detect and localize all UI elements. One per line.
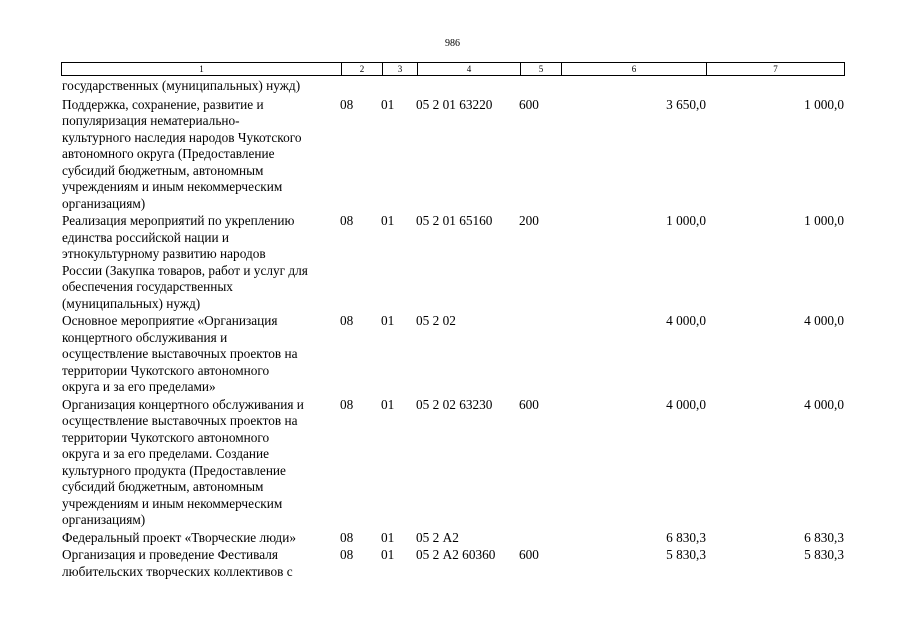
description-line: организациям): [62, 512, 146, 527]
subsection-code: 01: [381, 396, 395, 412]
section-code: 08: [340, 213, 354, 228]
target-article-code: 05 2 01 65160: [416, 213, 493, 228]
description-line: концертного обслуживания и: [62, 329, 228, 345]
expense-type-code: 600: [519, 96, 539, 112]
amount-col-7: 6 830,3: [804, 529, 844, 545]
target-article-code: 05 2 01 63220: [416, 96, 493, 112]
description-line: организациям): [62, 195, 146, 211]
row-description: [62, 530, 340, 547]
description-line: субсидий бюджетным, автономным: [62, 479, 264, 494]
amount-col-7: 1 000,0: [804, 213, 844, 228]
description-line: культурного наследия народов Чукотского: [62, 129, 302, 145]
description-line: Организация и проведение Фестиваля: [62, 547, 279, 562]
subsection-code: 01: [381, 529, 395, 545]
amount-col-6: 6 830,3: [666, 529, 706, 545]
description-line: учреждениям и иным некоммерческим: [62, 495, 283, 511]
page-number: 986: [445, 38, 460, 49]
row-description: государственных (муниципальных) нужд): [62, 78, 301, 93]
subsection-code: 01: [381, 213, 395, 228]
row-description: [62, 213, 340, 312]
row-description: [62, 97, 340, 213]
amount-col-6: 1 000,0: [666, 213, 706, 228]
description-line: субсидий бюджетным, автономным: [62, 162, 264, 178]
subsection-code: 01: [381, 96, 395, 112]
description-line: Поддержка, сохранение, развитие и: [62, 96, 264, 112]
section-code: 08: [340, 396, 354, 412]
amount-col-6: 4 000,0: [666, 313, 706, 328]
amount-col-7: 4 000,0: [804, 396, 844, 412]
description-line: территории Чукотского автономного: [62, 429, 270, 445]
amount-col-7: 5 830,3: [804, 547, 844, 562]
amount-col-7: 1 000,0: [804, 96, 844, 112]
description-line: автономного округа (Предоставление: [62, 146, 275, 161]
target-article-code: 05 2 02 63230: [416, 396, 493, 412]
row-description: [62, 313, 340, 396]
description-line: учреждениям и иным некоммерческим: [62, 179, 283, 194]
subsection-code: 01: [381, 313, 395, 328]
expense-type-code: 600: [519, 396, 539, 412]
description-line: обеспечения государственных: [62, 279, 233, 294]
section-code: 08: [340, 529, 354, 545]
description-line: этнокультурному развитию народов: [62, 246, 266, 261]
target-article-code: 05 2 А2 60360: [416, 547, 496, 562]
target-article-code: 05 2 02: [416, 313, 456, 328]
section-code: 08: [340, 96, 354, 112]
section-code: 08: [340, 547, 354, 562]
header-col-3: 3: [382, 63, 417, 75]
description-line: Федеральный проект «Творческие люди»: [62, 529, 296, 545]
section-code: 08: [340, 313, 354, 328]
description-line: территории Чукотского автономного: [62, 362, 270, 378]
header-col-7: 7: [706, 63, 844, 75]
table-header: [61, 62, 845, 76]
header-col-4: 4: [417, 63, 520, 75]
amount-col-6: 5 830,3: [666, 547, 706, 562]
description-line: Реализация мероприятий по укреплению: [62, 213, 295, 228]
row-description: [62, 547, 340, 580]
header-col-2: 2: [341, 63, 382, 75]
description-line: Основное мероприятие «Организация: [62, 313, 278, 328]
description-line: любительских творческих коллективов с: [62, 563, 293, 579]
subsection-code: 01: [381, 547, 395, 562]
description-line: осуществление выставочных проектов на: [62, 413, 298, 428]
amount-col-7: 4 000,0: [804, 313, 844, 328]
header-col-1: 1: [199, 64, 204, 74]
description-line: популяризация нематериально-: [62, 113, 240, 128]
expense-type-code: 200: [519, 213, 539, 228]
target-article-code: 05 2 А2: [416, 529, 459, 545]
description-line: России (Закупка товаров, работ и услуг для: [62, 262, 308, 278]
header-col-6: 6: [561, 63, 706, 75]
description-line: единства российской нации и: [62, 229, 230, 245]
amount-col-6: 4 000,0: [666, 396, 706, 412]
row-description: [62, 397, 340, 529]
description-line: округа и за его пределами»: [62, 379, 216, 394]
header-col-5: 5: [520, 63, 561, 75]
amount-col-6: 3 650,0: [666, 96, 706, 112]
description-line: округа и за его пределами. Создание: [62, 446, 270, 461]
description-line: культурного продукта (Предоставление: [62, 462, 286, 478]
expense-type-code: 600: [519, 547, 539, 562]
description-line: Организация концертного обслуживания и: [62, 396, 304, 412]
description-line: (муниципальных) нужд): [62, 295, 201, 311]
description-line: осуществление выставочных проектов на: [62, 346, 298, 361]
